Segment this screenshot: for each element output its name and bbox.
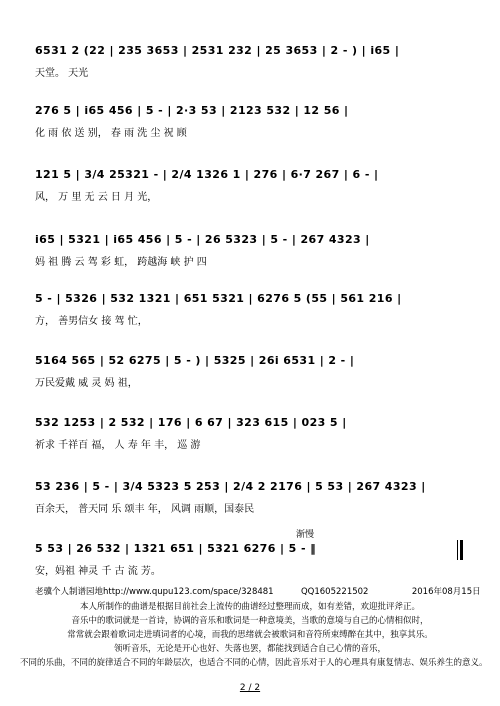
lyrics-line: 妈 祖 腾 云 驾 彩 虹， 跨越海 峡 护 四 [35, 257, 207, 268]
notation-line: 121 5 | 3/4 25321 - | 2/4 1326 1 | 276 | 6·7 267 | 6 - | [35, 168, 379, 181]
tempo-mark: 渐慢 [296, 530, 315, 540]
page-number-text: 2 / 2 [239, 683, 261, 693]
notation-line: i65 | 5321 | i65 456 | 5 - | 26 5323 | 5 - | 267 4323 | [35, 233, 370, 246]
lyrics-line: 天堂。 天光 [35, 68, 89, 79]
lyrics-line: 祈求 千祥百 福， 人 寿 年 丰， 巡 游 [35, 440, 201, 451]
date: 2016年08月15日 [411, 587, 481, 597]
lyrics-line: 百余天， 普天同 乐 颂丰 年， 风调 雨顺，国泰民 [35, 504, 255, 515]
lyrics-line: 风， 万 里 无 云 日 月 光， [35, 192, 158, 203]
footer-note-3: 常常就会跟着歌词走进填词者的心境，而我的思绪就会被歌词和音符所束缚醉在其中，独享其乐。 [67, 630, 433, 640]
notation-line: 5164 565 | 52 6275 | 5 - ) | 5325 | 26i 6531 | 2 - | [35, 354, 355, 367]
lyrics-line: 方， 善男信女 接 驾 忙， [35, 316, 148, 327]
lyrics-line: 化 雨 依 送 别， 春 雨 洗 尘 祝 顾 [35, 128, 187, 139]
footer-note-5: 不同的乐曲，不同的旋律适合不同的年龄层次，也适合不同的心情，因此音乐对于人的心理具有康复情志、娱乐养生的意义。 [20, 658, 488, 668]
author-link[interactable]: 老骥个人制谱园地http://www.qupu123.com/space/328481 [35, 587, 274, 597]
final-barline-thin [457, 540, 458, 560]
final-barline-thick [460, 540, 463, 560]
footer-note-2: 音乐中的歌词就是一首诗，协调的音乐和歌词是一种意境美，当歌的意境与自己的心情相似时， [71, 616, 429, 626]
qq-number: QQ1605221502 [300, 587, 369, 597]
footer-credit-line [35, 585, 481, 597]
notation-line: 5 53 | 26 532 | 1321 651 | 5321 6276 | 5 - ‖ [35, 542, 317, 555]
notation-line: 6531 2 (22 | 235 3653 | 2531 232 | 25 3653 | 2 - ) | i65 | [35, 44, 400, 57]
footer-note-1: 本人所制作的曲谱是根据目前社会上流传的曲谱经过整理而成，如有差错，欢迎批评斧正。 [79, 602, 420, 612]
lyrics-line: 万民爱戴 威 灵 妈 祖， [35, 378, 138, 389]
notation-line: 532 1253 | 2 532 | 176 | 6 67 | 323 615 | 023 5 | [35, 416, 347, 429]
footer-note-4: 领听音乐，无论是开心也好、失落也罢，都能找到适合自己心情的音乐， [113, 644, 386, 654]
lyrics-line: 安，妈祖 神灵 千 古 流 芳。 [35, 566, 161, 577]
notation-line: 5 - | 5326 | 532 1321 | 651 5321 | 6276 5 (55 | 561 216 | [35, 292, 402, 305]
notation-line: 276 5 | i65 456 | 5 - | 2·3 53 | 2123 532 | 12 56 | [35, 104, 349, 117]
notation-line: 53 236 | 5 - | 3/4 5323 5 253 | 2/4 2 2176 | 5 53 | 267 4323 | [35, 480, 426, 493]
page-number [0, 683, 500, 693]
